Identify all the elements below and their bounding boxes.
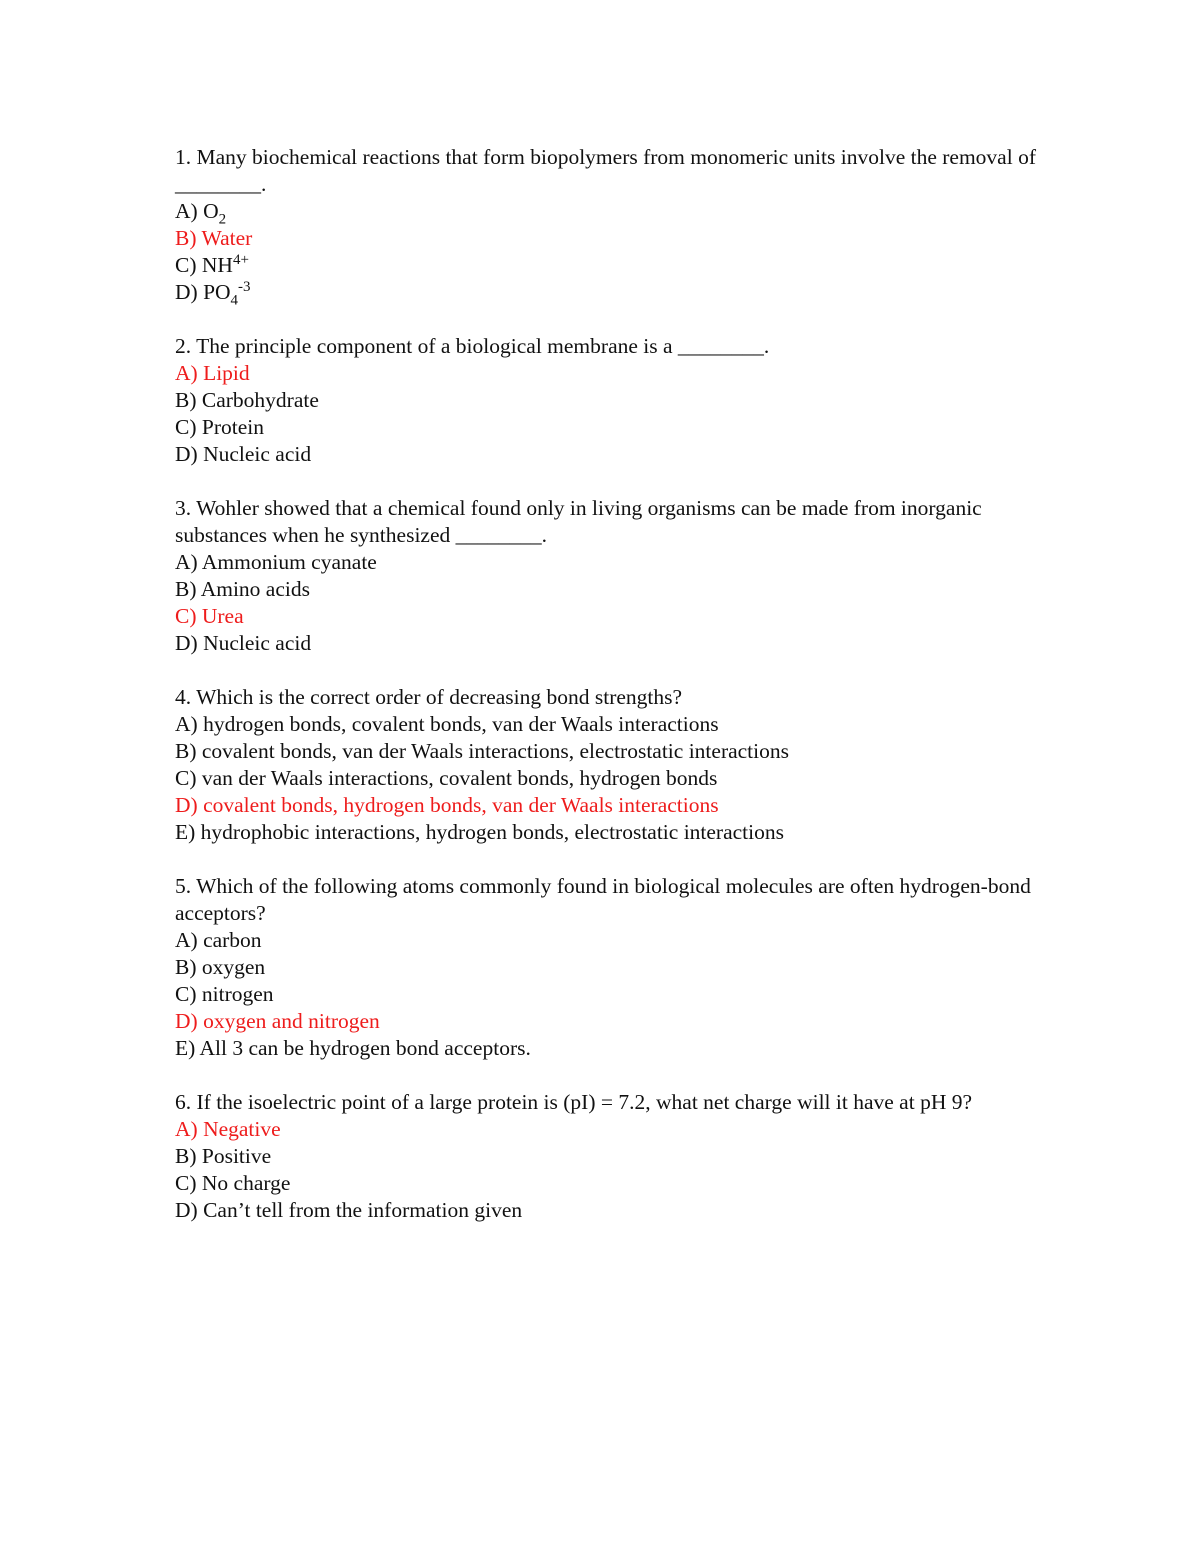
option-text: van der Waals interactions, covalent bonds, hydrogen bonds: [201, 766, 718, 790]
answer-option-correct: [175, 225, 1055, 252]
option-letter: E): [175, 1036, 196, 1060]
quiz-document: [175, 144, 1055, 1251]
answer-option: [175, 630, 1055, 657]
option-letter: D): [175, 1198, 198, 1222]
option-superscript: 4+: [232, 251, 249, 268]
option-letter: B): [175, 577, 197, 601]
answer-option-correct: [175, 603, 1055, 630]
question-stem: 3. Wohler showed that a chemical found only in living organisms can be made from inorganic substances when he synthesized ________.: [175, 496, 982, 547]
option-text: carbon: [203, 928, 262, 952]
option-text: PO: [203, 280, 231, 304]
option-letter: D): [175, 280, 198, 304]
question-stem: 4. Which is the correct order of decreasing bond strengths?: [175, 685, 683, 709]
question-1: [175, 144, 1055, 309]
option-text: NH: [201, 253, 233, 277]
answer-option: [175, 981, 1055, 1008]
option-text: Can’t tell from the information given: [203, 1198, 523, 1222]
option-text: No charge: [201, 1171, 291, 1195]
option-letter: D): [175, 793, 198, 817]
option-text: Negative: [203, 1117, 281, 1141]
option-text: covalent bonds, van der Waals interactions, electrostatic interactions: [201, 739, 789, 763]
answer-option: [175, 819, 1055, 846]
answer-option: [175, 414, 1055, 441]
answer-option: [175, 711, 1055, 738]
option-letter: E): [175, 820, 196, 844]
option-letter: D): [175, 631, 198, 655]
option-letter: A): [175, 361, 198, 385]
option-text: Lipid: [203, 361, 250, 385]
question-stem: 1. Many biochemical reactions that form biopolymers from monomeric units involve the removal of ________.: [175, 145, 1036, 196]
answer-option: [175, 278, 1055, 309]
option-text: oxygen and nitrogen: [203, 1009, 380, 1033]
option-text: Nucleic acid: [203, 631, 312, 655]
option-text: Ammonium cyanate: [201, 550, 377, 574]
answer-option-correct: [175, 792, 1055, 819]
answer-option: [175, 738, 1055, 765]
answer-option: [175, 1035, 1055, 1062]
question-4: [175, 684, 1055, 846]
option-letter: B): [175, 739, 197, 763]
option-letter: C): [175, 1171, 197, 1195]
option-subscript: 2: [218, 211, 227, 228]
option-subscript: 4: [230, 292, 239, 309]
answer-option-correct: [175, 1116, 1055, 1143]
option-text: Nucleic acid: [203, 442, 312, 466]
option-text: covalent bonds, hydrogen bonds, van der Waals interactions: [203, 793, 719, 817]
answer-option-correct: [175, 360, 1055, 387]
question-2: [175, 333, 1055, 468]
question-6: [175, 1089, 1055, 1224]
option-letter: D): [175, 442, 198, 466]
option-text: Positive: [201, 1144, 272, 1168]
option-letter: C): [175, 415, 197, 439]
question-stem: 6. If the isoelectric point of a large protein is (pI) = 7.2, what net charge will it have at pH 9?: [175, 1090, 973, 1114]
option-letter: B): [175, 226, 197, 250]
answer-option: [175, 549, 1055, 576]
option-letter: A): [175, 928, 198, 952]
option-letter: A): [175, 550, 198, 574]
option-text: hydrogen bonds, covalent bonds, van der Waals interactions: [203, 712, 719, 736]
option-letter: A): [175, 712, 198, 736]
question-stem: 2. The principle component of a biological membrane is a ________.: [175, 334, 770, 358]
answer-option: [175, 954, 1055, 981]
answer-option: [175, 198, 1055, 228]
answer-option: [175, 1197, 1055, 1224]
answer-option: [175, 765, 1055, 792]
option-superscript: -3: [238, 278, 251, 295]
answer-option-correct: [175, 1008, 1055, 1035]
question-5: [175, 873, 1055, 1062]
answer-option: [175, 252, 1055, 279]
option-text: oxygen: [201, 955, 266, 979]
question-3: [175, 495, 1055, 657]
option-text: All 3 can be hydrogen bond acceptors.: [199, 1036, 531, 1060]
option-letter: B): [175, 388, 197, 412]
option-text: hydrophobic interactions, hydrogen bonds, electrostatic interactions: [200, 820, 784, 844]
option-letter: C): [175, 604, 197, 628]
answer-option: [175, 1170, 1055, 1197]
option-text: Water: [201, 226, 253, 250]
option-letter: C): [175, 982, 197, 1006]
option-text: Carbohydrate: [201, 388, 319, 412]
option-letter: A): [175, 1117, 198, 1141]
option-text: Urea: [201, 604, 244, 628]
option-text: O: [203, 199, 219, 223]
answer-option: [175, 576, 1055, 603]
question-stem: 5. Which of the following atoms commonly found in biological molecules are often hydrogen-bond acceptors?: [175, 874, 1031, 925]
option-text: Amino acids: [200, 577, 310, 601]
answer-option: [175, 387, 1055, 414]
option-letter: B): [175, 1144, 197, 1168]
option-letter: B): [175, 955, 197, 979]
option-letter: D): [175, 1009, 198, 1033]
option-letter: C): [175, 253, 197, 277]
answer-option: [175, 927, 1055, 954]
answer-option: [175, 1143, 1055, 1170]
option-letter: A): [175, 199, 198, 223]
option-letter: C): [175, 766, 197, 790]
option-text: Protein: [201, 415, 264, 439]
option-text: nitrogen: [201, 982, 274, 1006]
answer-option: [175, 441, 1055, 468]
